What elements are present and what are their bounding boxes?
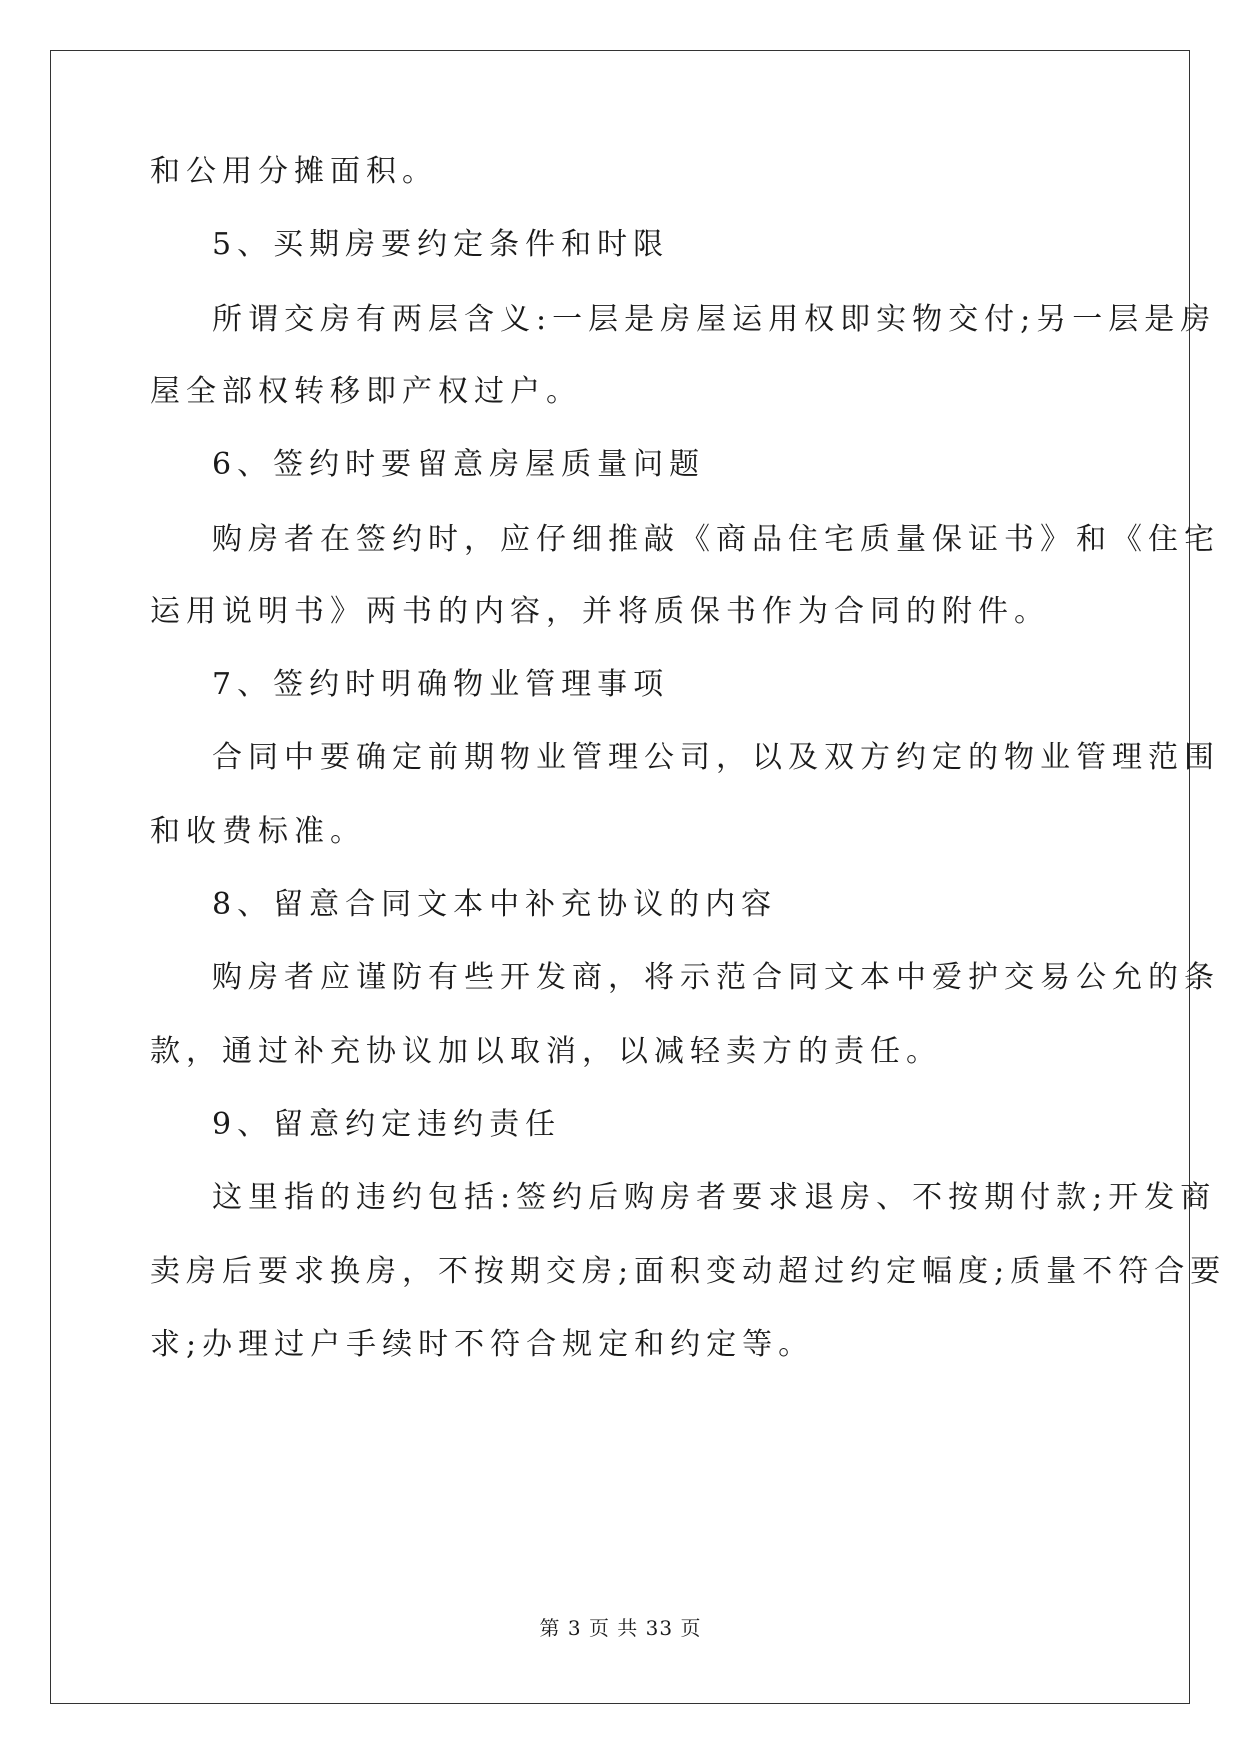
paragraph-line: 合同中要确定前期物业管理公司，以及双方约定的物业管理范围	[212, 740, 1220, 775]
paragraph-line: 屋全部权转移即产权过户。	[150, 374, 582, 409]
section-heading-6: 6、签约时要留意房屋质量问题	[212, 447, 706, 482]
paragraph-line: 和公用分摊面积。	[150, 154, 438, 189]
section-heading-7: 7、签约时明确物业管理事项	[212, 667, 670, 702]
paragraph-line: 购房者在签约时，应仔细推敲《商品住宅质量保证书》和《住宅	[212, 522, 1220, 557]
section-heading-8: 8、留意合同文本中补充协议的内容	[212, 887, 778, 922]
paragraph-line: 求;办理过户手续时不符合规定和约定等。	[150, 1327, 815, 1362]
section-heading-9: 9、留意约定违约责任	[212, 1107, 562, 1142]
paragraph-line: 购房者应谨防有些开发商，将示范合同文本中爱护交易公允的条	[212, 960, 1220, 995]
page-number: 第 3 页 共 33 页	[539, 1616, 702, 1640]
paragraph-line: 卖房后要求换房，不按期交房;面积变动超过约定幅度;质量不符合要	[150, 1254, 1227, 1289]
page-frame	[50, 50, 1190, 1704]
paragraph-line: 款，通过补充协议加以取消，以减轻卖方的责任。	[150, 1034, 942, 1069]
paragraph-line: 运用说明书》两书的内容，并将质保书作为合同的附件。	[150, 594, 1050, 629]
paragraph-line: 所谓交房有两层含义:一层是房屋运用权即实物交付;另一层是房	[212, 302, 1217, 337]
section-heading-5: 5、买期房要约定条件和时限	[212, 227, 670, 262]
paragraph-line: 和收费标准。	[150, 814, 366, 849]
paragraph-line: 这里指的违约包括:签约后购房者要求退房、不按期付款;开发商	[212, 1180, 1217, 1215]
